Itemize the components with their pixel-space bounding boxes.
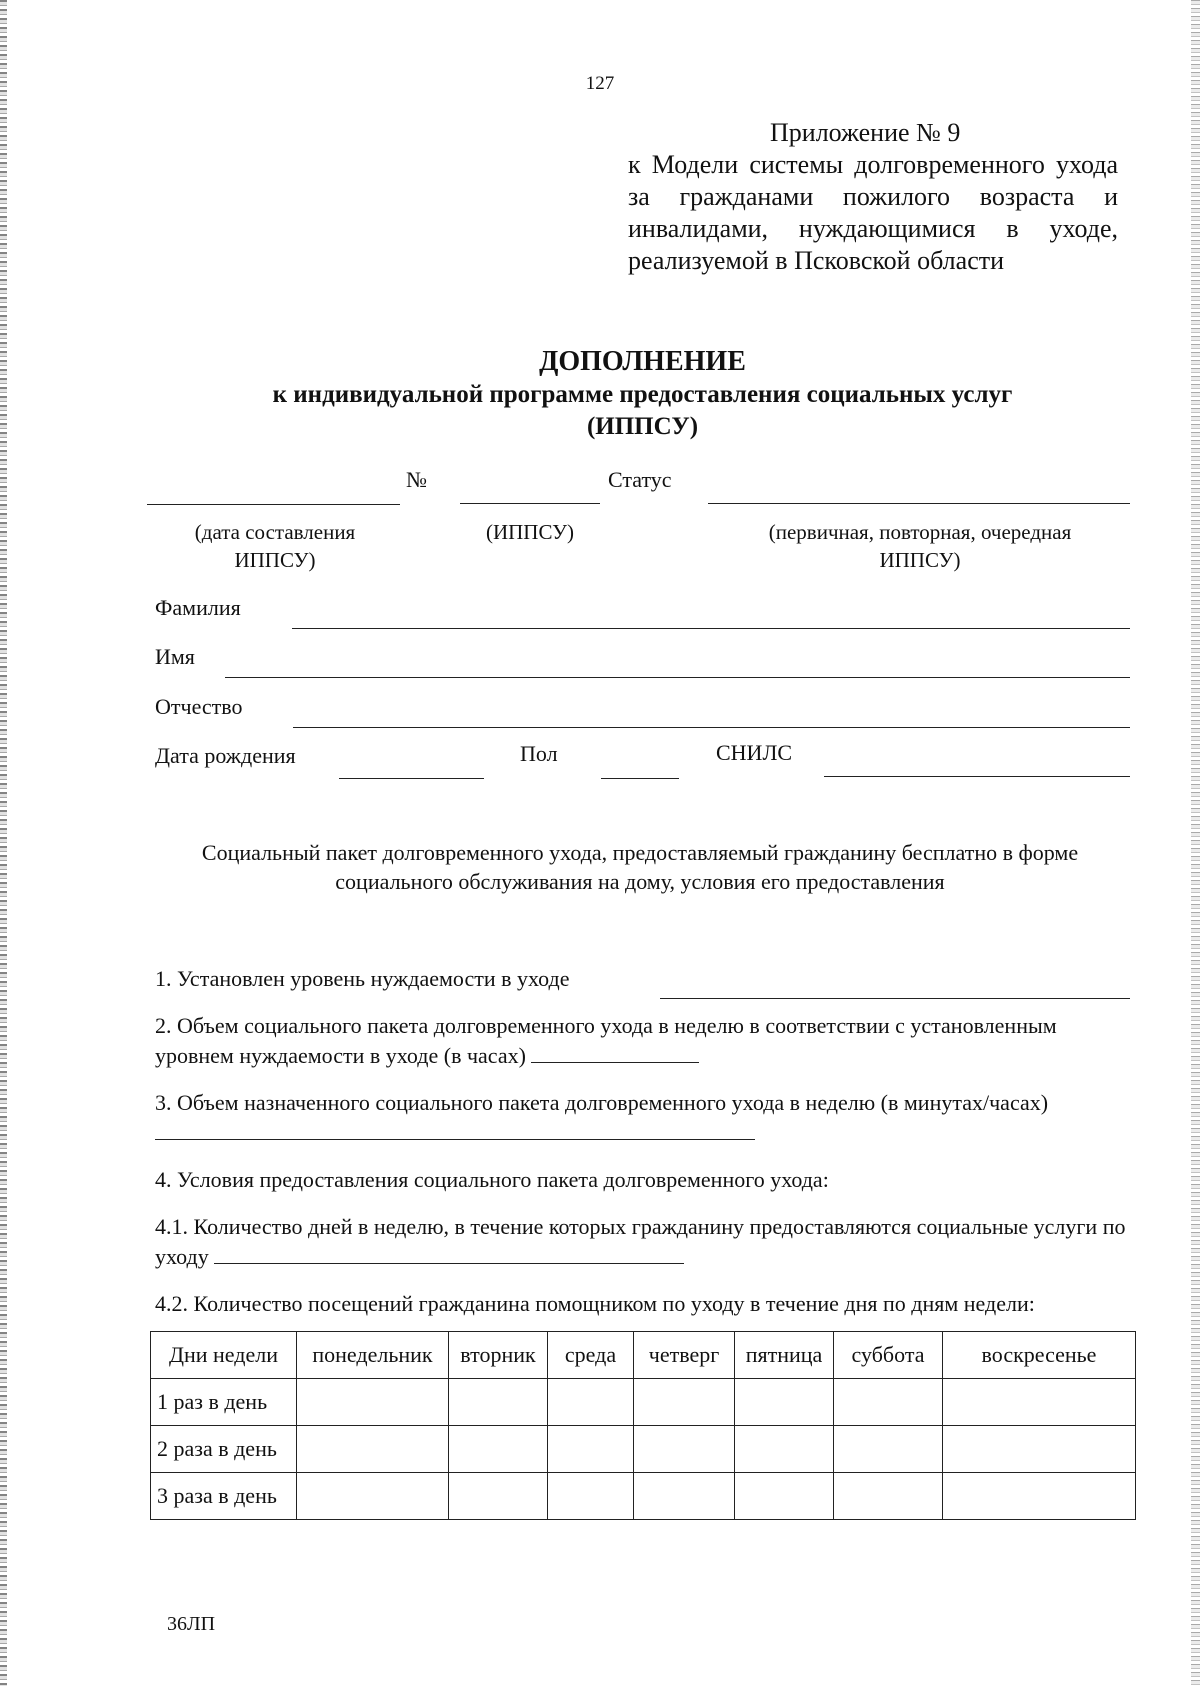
surname-label: Фамилия (155, 595, 241, 620)
header-monday: понедельник (297, 1332, 449, 1379)
item-4-1-text: 4.1. Количество дней в неделю, в течение которых гражданину предоставляются социальные услуги по уходу (155, 1214, 1126, 1269)
table-cell[interactable] (449, 1426, 548, 1473)
appendix-description: к Модели системы долговременного ухода за гражданами пожилого возраста и инвалидами, нуждающимися в уходе, реализуемой в Псковской области (628, 150, 1118, 275)
table-cell[interactable] (634, 1473, 735, 1520)
need-level-field[interactable] (660, 998, 1130, 999)
item-3-text: 3. Объем назначенного социального пакета долговременного ухода в неделю (в минутах/часах) (155, 1090, 1049, 1115)
table-cell[interactable] (634, 1426, 735, 1473)
header-sunday: воскресенье (943, 1332, 1136, 1379)
gender-field[interactable] (601, 778, 679, 779)
ippsu-status-field[interactable] (708, 503, 1130, 504)
document-subtitle-line1: к индивидуальной программе предоставления социальных услуг (272, 381, 1013, 408)
table-cell[interactable] (548, 1473, 634, 1520)
status-caption: (первичная, повторная, очередная ИППСУ) (768, 520, 1072, 572)
table-cell[interactable] (834, 1426, 943, 1473)
table-cell[interactable] (449, 1379, 548, 1426)
page-number: 127 (585, 73, 615, 94)
item-4-2-text: 4.2. Количество посещений гражданина помощником по уходу в течение дня по дням недели: (155, 1291, 1035, 1316)
item-4-text: 4. Условия предоставления социального пакета долговременного ухода: (155, 1167, 829, 1192)
name-label: Имя (155, 644, 195, 669)
table-cell[interactable] (735, 1379, 834, 1426)
number-caption: (ИППСУ) (485, 520, 575, 544)
table-cell[interactable] (735, 1426, 834, 1473)
ippsu-status-label: Статус (608, 467, 672, 492)
item-2-text: 2. Объем социального пакета долговременного ухода в неделю в соответствии с установленным уровнем нуждаемости в уходе (в часах) (155, 1013, 1057, 1068)
days-per-week-field[interactable] (214, 1243, 684, 1264)
snils-field[interactable] (824, 776, 1130, 777)
header-tuesday: вторник (449, 1332, 548, 1379)
visits-schedule-table (150, 1331, 1136, 1520)
table-row (151, 1426, 1136, 1473)
table-cell[interactable] (449, 1473, 548, 1520)
row-label-twice: 2 раза в день (151, 1426, 297, 1473)
date-caption: (дата составления ИППСУ) (194, 520, 356, 572)
table-header-row (151, 1332, 1136, 1379)
table-cell[interactable] (297, 1426, 449, 1473)
table-cell[interactable] (297, 1379, 449, 1426)
table-cell[interactable] (634, 1379, 735, 1426)
item-4-2 (155, 1289, 1135, 1319)
row-label-once: 1 раз в день (151, 1379, 297, 1426)
scan-edge-right (1191, 0, 1200, 1686)
package-heading: Социальный пакет долговременного ухода, предоставляемый гражданину бесплатно в форме социального обслуживания на дому, условия его предоставления (201, 840, 1079, 894)
table-cell[interactable] (834, 1379, 943, 1426)
table-cell[interactable] (943, 1426, 1136, 1473)
header-thursday: четверг (634, 1332, 735, 1379)
document-subtitle-line2: (ИППСУ) (586, 413, 699, 440)
item-2 (155, 1011, 1135, 1071)
table-cell[interactable] (943, 1473, 1136, 1520)
header-wednesday: среда (548, 1332, 634, 1379)
document-title: ДОПОЛНЕНИЕ (539, 346, 746, 377)
surname-field[interactable] (292, 628, 1130, 629)
table-cell[interactable] (834, 1473, 943, 1520)
ippsu-number-field[interactable] (460, 503, 600, 504)
appendix-block (628, 117, 1118, 277)
birthdate-field[interactable] (339, 778, 484, 779)
scan-edge-left (0, 0, 7, 1686)
item-4 (155, 1165, 1135, 1195)
table-cell[interactable] (735, 1473, 834, 1520)
snils-label: СНИЛС (716, 740, 793, 765)
table-cell[interactable] (297, 1473, 449, 1520)
header-friday: пятница (735, 1332, 834, 1379)
weekly-volume-field[interactable] (531, 1042, 699, 1063)
footer-code: 36ЛП (167, 1613, 216, 1635)
item-1 (155, 964, 1135, 994)
item-3 (155, 1088, 1135, 1148)
patronymic-label: Отчество (155, 694, 243, 719)
name-field[interactable] (225, 677, 1130, 678)
item-1-text: 1. Установлен уровень нуждаемости в уходе (155, 966, 570, 991)
row-label-thrice: 3 раза в день (151, 1473, 297, 1520)
table-cell[interactable] (548, 1426, 634, 1473)
header-saturday: суббота (834, 1332, 943, 1379)
item-4-1 (155, 1212, 1135, 1272)
appendix-title: Приложение № 9 (770, 118, 961, 147)
table-row (151, 1473, 1136, 1520)
birthdate-label: Дата рождения (155, 743, 296, 768)
assigned-volume-field[interactable] (155, 1119, 755, 1140)
table-cell[interactable] (548, 1379, 634, 1426)
ippsu-date-field[interactable] (147, 504, 400, 505)
table-cell[interactable] (943, 1379, 1136, 1426)
ippsu-number-label: № (406, 467, 427, 492)
document-subtitle (0, 379, 1200, 443)
patronymic-field[interactable] (293, 727, 1130, 728)
table-row (151, 1379, 1136, 1426)
gender-label: Пол (520, 741, 558, 766)
header-days-of-week: Дни недели (151, 1332, 297, 1379)
